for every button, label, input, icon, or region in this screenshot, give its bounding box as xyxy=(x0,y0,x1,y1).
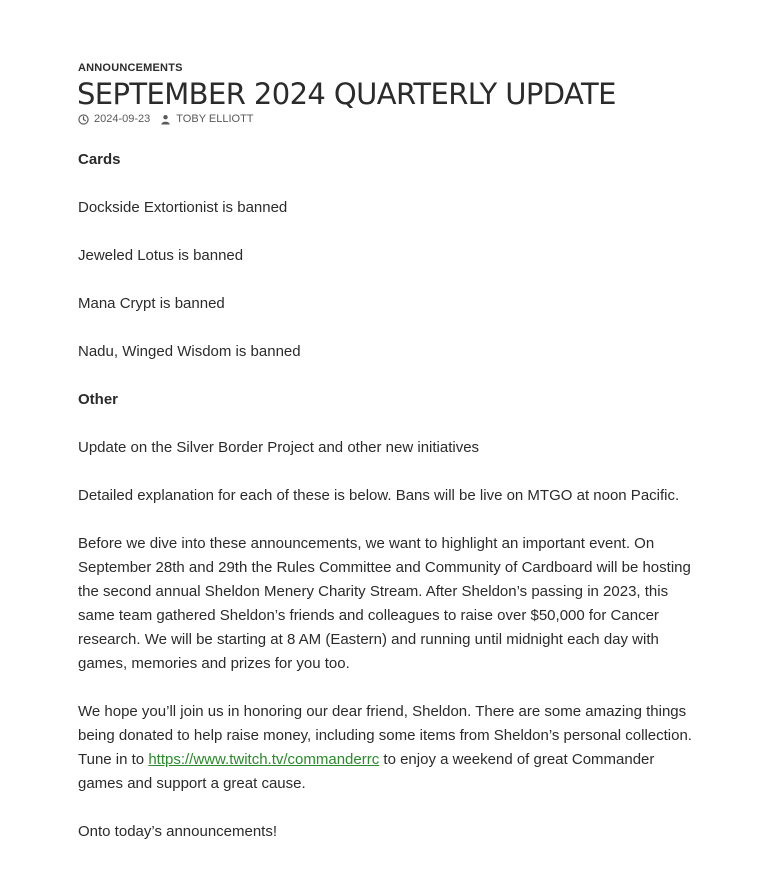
cards-heading: Cards xyxy=(78,151,121,168)
join-paragraph xyxy=(78,700,698,796)
ban-item: Nadu, Winged Wisdom is banned xyxy=(78,343,301,360)
ban-item: Dockside Extortionist is banned xyxy=(78,199,288,216)
post-author[interactable] xyxy=(160,111,253,127)
other-item: Update on the Silver Border Project and other new initiatives xyxy=(78,439,480,456)
join-text-after: to enjoy a weekend of great Commander games and support a great cause. xyxy=(78,751,655,792)
join-text-before: We hope you’ll join us in honoring our dear friend, Sheldon. There are some amazing things being donated to help raise money, including some items from Sheldon’s personal collection. Tune in to xyxy=(78,703,692,768)
post-meta xyxy=(78,111,698,127)
user-icon xyxy=(160,114,171,125)
post-content xyxy=(78,148,698,844)
twitch-link[interactable]: https://www.twitch.tv/commanderrc xyxy=(148,751,380,768)
ban-item: Mana Crypt is banned xyxy=(78,295,225,312)
onto-paragraph: Onto today’s announcements! xyxy=(78,823,278,840)
post-author-text: TOBY ELLIOTT xyxy=(176,113,254,125)
other-heading: Other xyxy=(78,391,119,408)
explanation-paragraph: Detailed explanation for each of these is below. Bans will be live on MTGO at noon Pacific. xyxy=(78,487,680,504)
category-link[interactable]: ANNOUNCEMENTS xyxy=(78,62,183,74)
post-title[interactable]: SEPTEMBER 2024 QUARTERLY UPDATE xyxy=(77,77,616,111)
ban-item: Jeweled Lotus is banned xyxy=(78,247,244,264)
post-date[interactable] xyxy=(78,111,150,127)
event-paragraph: Before we dive into these announcements, we want to highlight an important event. On September 28th and 29th the Rules Committee and Community of Cardboard will be hosting the second annual Sheldon Menery Charity Stream. After Sheldon’s passing in 2023, this same team gathered Sheldon’s friends and colleagues to raise over $50,000 for Cancer research. We will be starting at 8 AM (Eastern) and running until midnight each day with games, memories and prizes for you too. xyxy=(78,535,691,672)
post-date-text: 2024-09-23 xyxy=(94,113,151,125)
clock-icon xyxy=(78,114,89,125)
post-article xyxy=(78,61,698,868)
